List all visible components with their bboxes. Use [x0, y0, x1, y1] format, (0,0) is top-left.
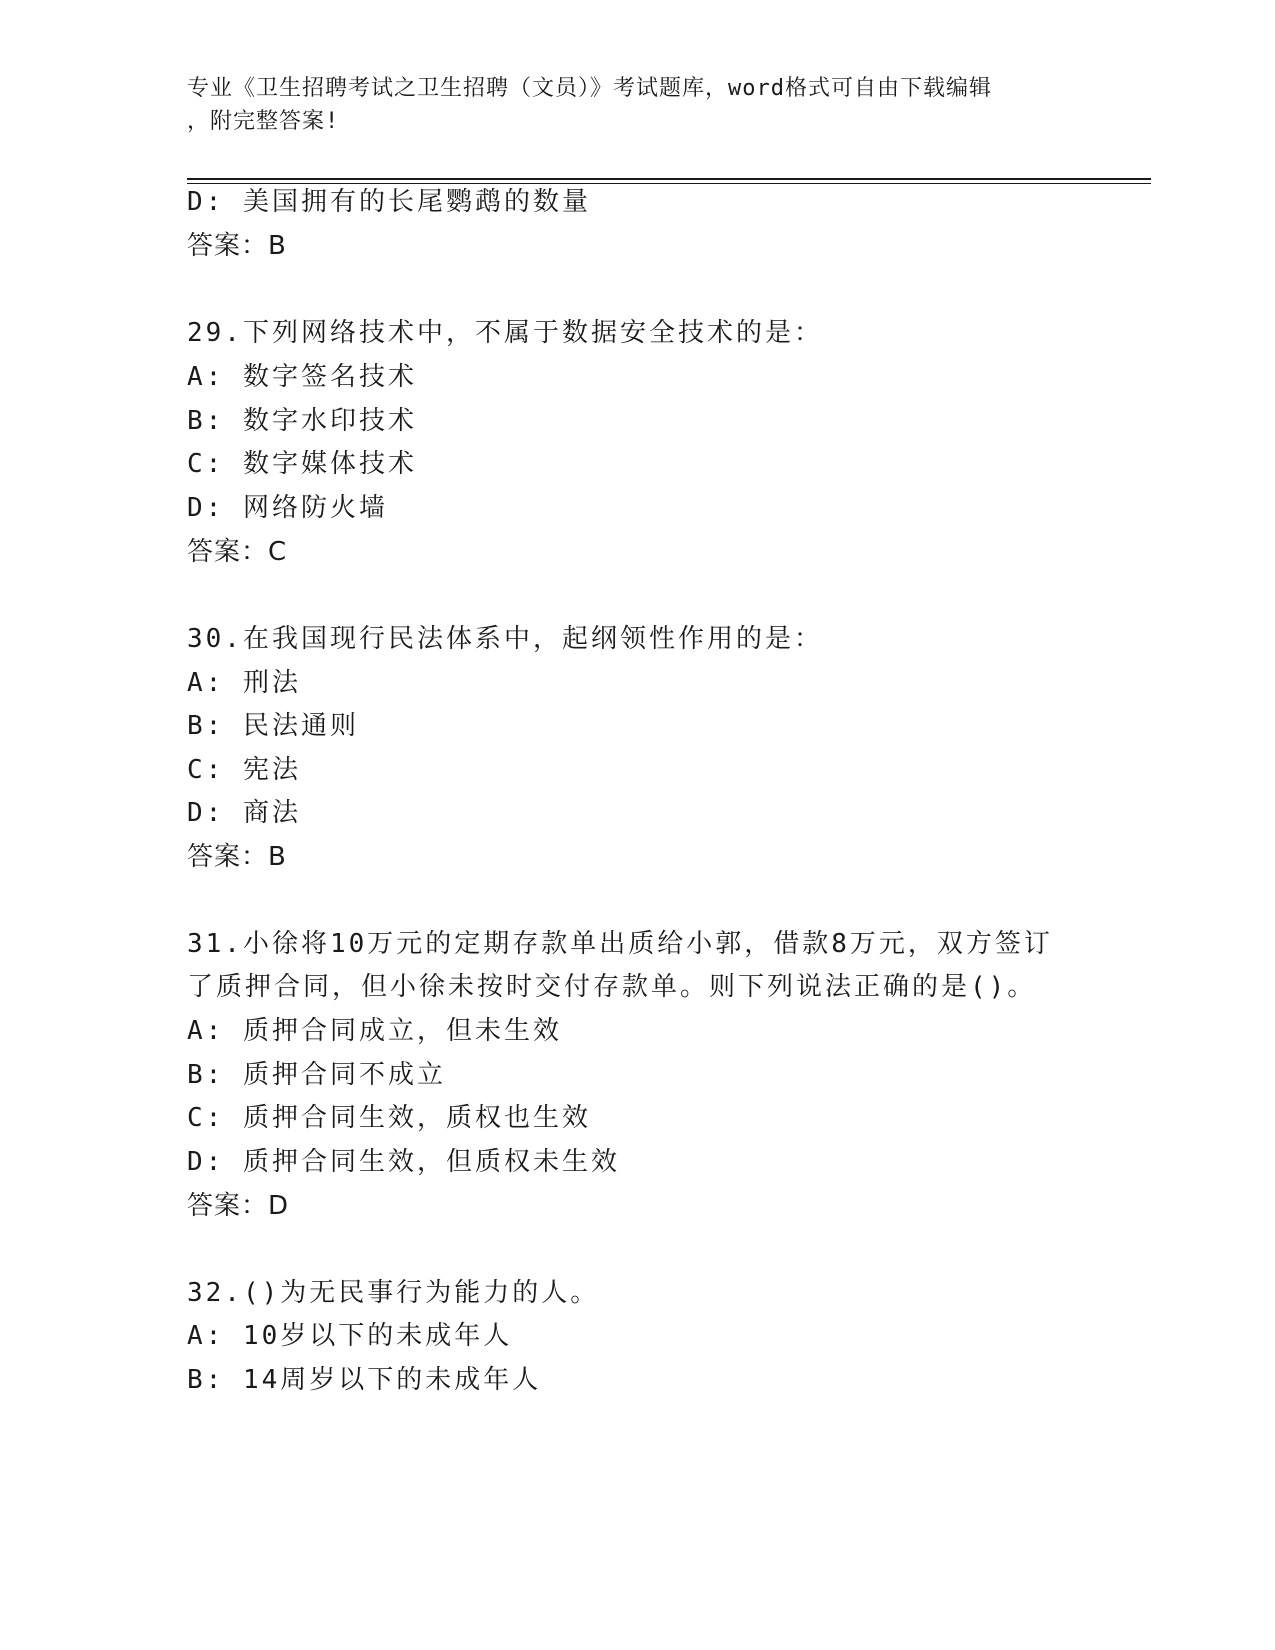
question-31-stem-line-1: 31.小徐将10万元的定期存款单出质给小郭，借款8万元，双方签订 — [187, 929, 1053, 959]
header-line-1: 专业《卫生招聘考试之卫生招聘（文员）》考试题库，word格式可自由下载编辑 — [187, 76, 992, 101]
question-29-option-d: D: 网络防火墙 — [187, 493, 388, 523]
question-31-option-d: D: 质押合同生效，但质权未生效 — [187, 1147, 620, 1177]
prev-answer: 答案：B — [187, 231, 287, 261]
question-29-answer: 答案：C — [187, 537, 288, 567]
question-31-option-b: B: 质押合同不成立 — [187, 1060, 446, 1090]
header-line-2: ，附完整答案! — [187, 109, 340, 134]
header-rule-thin — [187, 183, 1151, 184]
document-header — [187, 72, 1067, 138]
question-29-option-c: C: 数字媒体技术 — [187, 449, 417, 479]
question-32-stem: 32.()为无民事行为能力的人。 — [187, 1278, 600, 1308]
question-31-stem-line-2: 了质押合同，但小徐未按时交付存款单。则下列说法正确的是()。 — [187, 972, 1037, 1002]
header-rule-thick — [187, 178, 1151, 180]
question-29-option-a: A: 数字签名技术 — [187, 362, 417, 392]
question-31-answer: 答案：D — [187, 1191, 290, 1221]
question-30-answer: 答案：B — [187, 842, 287, 872]
question-30-option-d: D: 商法 — [187, 798, 301, 828]
question-30-option-b: B: 民法通则 — [187, 711, 359, 741]
prev-option-d: D: 美国拥有的长尾鹦鹉的数量 — [187, 187, 591, 217]
question-31-option-a: A: 质押合同成立，但未生效 — [187, 1016, 562, 1046]
question-31-option-c: C: 质押合同生效，质权也生效 — [187, 1103, 591, 1133]
question-30-option-c: C: 宪法 — [187, 755, 301, 785]
question-29-stem: 29.下列网络技术中，不属于数据安全技术的是： — [187, 318, 823, 348]
question-30-stem: 30.在我国现行民法体系中，起纲领性作用的是： — [187, 624, 823, 654]
question-30-option-a: A: 刑法 — [187, 668, 301, 698]
question-29-option-b: B: 数字水印技术 — [187, 406, 417, 436]
question-32-option-a: A: 10岁以下的未成年人 — [187, 1321, 513, 1351]
question-32-option-b: B: 14周岁以下的未成年人 — [187, 1365, 542, 1395]
